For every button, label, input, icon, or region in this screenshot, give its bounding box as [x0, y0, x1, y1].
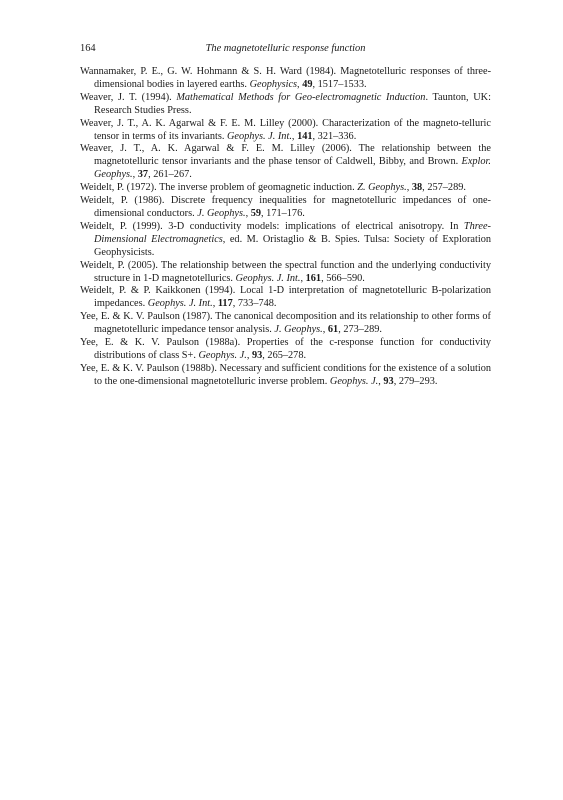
reference-authors: Weidelt, P. (2005).: [80, 259, 158, 271]
reference-title: The relationship between the magnetotelluric tensor invariants and the phase tensor of Caldwell, Bibby, and Brown.: [94, 143, 491, 168]
reference-authors: Weaver, J. T., A. K. Agarwal & F. E. M. Lilley (2000).: [80, 117, 319, 129]
reference-journal: Mathematical Methods for Geo-electromagnetic Induction: [176, 91, 426, 103]
reference-title: Magnetotelluric responses of three-dimensional bodies in layered earths.: [94, 66, 491, 90]
reference-title: Characterization of the magneto-telluric tensor in terms of its invariants.: [94, 117, 491, 142]
running-title: The magnetotelluric response function: [205, 43, 366, 54]
reference-title: Necessary and sufficient conditions for the existence of a solution to the one-dimensional magnetotelluric inverse problem.: [94, 362, 492, 387]
reference-journal: Geophysics: [249, 78, 298, 90]
reference-volume: 61: [327, 324, 339, 336]
reference-volume: 49: [302, 78, 313, 90]
reference-list: [80, 66, 491, 389]
reference-journal: Geophys. J.: [198, 349, 247, 361]
reference-volume: 117: [217, 298, 233, 310]
reference-pages: , ed. M. Oristaglio & B. Spies. Tulsa: Society of Exploration Geophysicists.: [94, 233, 491, 258]
reference-volume: 93: [383, 375, 394, 387]
reference-pages: , 279–293.: [393, 375, 438, 387]
reference-journal: J. Geophys.: [274, 324, 323, 336]
reference-authors: Weidelt, P. (1999).: [80, 220, 163, 232]
reference-pages: , 566–590.: [321, 272, 365, 284]
reference-volume: 93: [251, 349, 263, 361]
reference-journal: Geophys. J. Int.: [147, 298, 213, 310]
reference-entry: Weidelt, P. (1986). Discrete frequency inequalities for magnetotelluric impedances of one-dimensional conductors. J. Geophys., 59, 171–176.: [80, 195, 491, 219]
reference-authors: Yee, E. & K. V. Paulson (1988b).: [80, 362, 217, 374]
reference-journal: Explor. Geophys.: [94, 156, 491, 181]
reference-title: The inverse problem of geomagnetic induction.: [156, 182, 358, 194]
reference-journal: J. Geophys.: [197, 207, 246, 219]
reference-authors: Weidelt, P. (1986).: [80, 195, 165, 207]
reference-title: 3-D conductivity models: implications of electrical anisotropy. In: [162, 220, 464, 232]
reference-pages: . Taunton, UK: Research Studies Press.: [94, 91, 491, 116]
reference-pages: , 733–748.: [232, 298, 277, 310]
reference-authors: Weaver, J. T., A. K. Agarwal & F. E. M. Lilley (2006).: [80, 143, 352, 155]
reference-title: The canonical decomposition and its relationship to other forms of magnetotelluric impedance tensor analysis.: [94, 311, 491, 336]
reference-pages: , 265–278.: [262, 349, 307, 361]
reference-volume: 161: [305, 272, 322, 284]
reference-pages: , 261–267.: [148, 169, 192, 181]
reference-authors: Yee, E. & K. V. Paulson (1988a).: [80, 337, 241, 349]
reference-authors: Weaver, J. T. (1994).: [80, 91, 177, 103]
reference-pages: , 257–289.: [422, 182, 466, 194]
reference-pages: , 321–336.: [312, 130, 357, 142]
reference-title: Properties of the c-response function for conductivity distributions of class S+.: [94, 337, 491, 361]
reference-journal: Three-Dimensional Electromagnetics: [94, 220, 491, 245]
reference-entry: Weidelt, P. (2005). The relationship between the spectral function and the underlying conductivity structure in 1-D magnetotellurics. Geophys. J. Int., 161, 566–590.: [80, 259, 491, 284]
reference-entry: Weidelt, P. & P. Kaikkonen (1994). Local 1-D interpretation of magnetotelluric B-polarization impedances. Geophys. J. Int., 117, 733–748.: [80, 285, 491, 310]
reference-volume: 141: [297, 130, 313, 142]
reference-title: The relationship between the spectral function and the underlying conductivity structure in 1-D magnetotellurics.: [94, 259, 491, 284]
reference-entry: Yee, E. & K. V. Paulson (1987). The canonical decomposition and its relationship to other forms of magnetotelluric impedance tensor analysis. J. Geophys., 61, 273–289.: [80, 311, 491, 336]
reference-entry: Weaver, J. T., A. K. Agarwal & F. E. M. Lilley (2000). Characterization of the magneto-telluric tensor in terms of its invariants. Geophys. J. Int., 141, 321–336.: [80, 117, 491, 142]
reference-entry: Weidelt, P. (1972). The inverse problem of geomagnetic induction. Z. Geophys., 38, 257–289.: [80, 182, 466, 194]
reference-authors: Weidelt, P. (1972).: [80, 182, 157, 194]
reference-volume: 38: [411, 182, 423, 194]
reference-pages: , 171–176.: [261, 207, 305, 219]
reference-journal: Geophys. J.: [329, 375, 379, 387]
reference-volume: 37: [137, 169, 149, 181]
reference-entry: Yee, E. & K. V. Paulson (1988a). Properties of the c-response function for conductivity distributions of class S+. Geophys. J., 93, 265–278.: [80, 337, 491, 361]
reference-pages: , 1517–1533.: [312, 78, 367, 90]
reference-entry: Yee, E. & K. V. Paulson (1988b). Necessary and sufficient conditions for the existence of a solution to the one-dimensional magnetotelluric inverse problem. Geophys. J., 93, 279–293.: [80, 362, 492, 387]
reference-entry: Wannamaker, P. E., G. W. Hohmann & S. H. Ward (1984). Magnetotelluric responses of three-dimensional bodies in layered earths. Geophysics, 49, 1517–1533.: [80, 66, 491, 90]
reference-entry: [80, 221, 491, 260]
reference-journal: Geophys. J. Int.: [235, 272, 301, 284]
reference-title: Local 1-D interpretation of magnetotelluric B-polarization impedances.: [94, 285, 491, 310]
page-number: 164: [80, 43, 96, 54]
reference-journal: Geophys. J. Int.: [226, 130, 292, 142]
page-header: [80, 42, 491, 56]
reference-journal: Z. Geophys.: [357, 182, 407, 194]
reference-title: Discrete frequency inequalities for magnetotelluric impedances of one-dimensional conductors.: [94, 195, 491, 219]
reference-authors: Yee, E. & K. V. Paulson (1987).: [80, 311, 213, 323]
reference-entry: Weaver, J. T., A. K. Agarwal & F. E. M. Lilley (2006). The relationship between the magnetotelluric tensor invariants and the phase tensor of Caldwell, Bibby, and Brown. Explor. Geophys., 37, 261–267.: [80, 143, 491, 181]
reference-entry: [80, 92, 491, 118]
reference-authors: Wannamaker, P. E., G. W. Hohmann & S. H. Ward (1984).: [80, 66, 337, 77]
reference-pages: , 273–289.: [338, 324, 382, 336]
reference-authors: Weidelt, P. & P. Kaikkonen (1994).: [80, 285, 236, 297]
reference-volume: 59: [250, 207, 262, 219]
